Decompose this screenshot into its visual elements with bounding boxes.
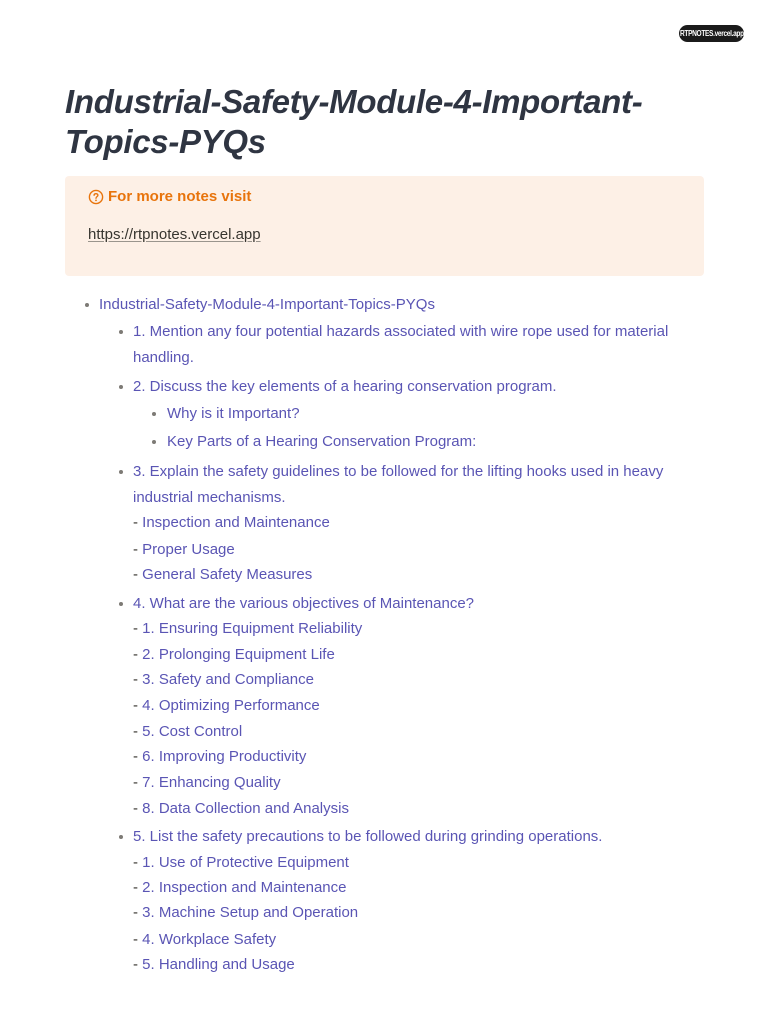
list-item — [133, 565, 312, 585]
toc-item-q4-7[interactable]: 7. Enhancing Quality — [142, 774, 281, 791]
dash-prefix: - — [133, 620, 143, 637]
dash-prefix: - — [133, 956, 143, 973]
dash-prefix: - — [133, 541, 143, 558]
toc-item-q4-6[interactable]: 6. Improving Productivity — [142, 748, 307, 765]
toc-item-q2-parts[interactable]: Key Parts of a Hearing Conservation Program: — [167, 433, 477, 450]
list-item — [133, 903, 358, 923]
dash-prefix: - — [133, 800, 143, 817]
list-item — [133, 619, 362, 639]
dash-prefix: - — [133, 854, 143, 871]
toc-item-q4-8[interactable]: 8. Data Collection and Analysis — [142, 800, 349, 817]
toc-item-q4[interactable]: 4. What are the various objectives of Maintenance? — [133, 595, 475, 612]
page-title: Industrial-Safety-Module-4-Important-Topics-PYQs — [65, 83, 643, 160]
toc-item-q5[interactable]: 5. List the safety precautions to be followed during grinding operations. — [133, 828, 603, 845]
toc-item-q3-2[interactable]: Proper Usage — [142, 541, 235, 558]
list-item — [133, 773, 281, 793]
dash-prefix: - — [133, 697, 143, 714]
list-item — [133, 955, 295, 975]
list-bullet — [119, 602, 123, 606]
toc-item-q5-5[interactable]: 5. Handling and Usage — [142, 956, 295, 973]
list-bullet — [152, 440, 156, 444]
toc-item-q2-why[interactable]: Why is it Important? — [167, 405, 300, 422]
notes-link[interactable]: https://rtpnotes.vercel.app — [88, 226, 261, 243]
toc-item-q1[interactable]: 1. Mention any four potential hazards associated with wire rope used for material — [133, 323, 669, 340]
toc-item-q3-cont[interactable]: industrial mechanisms. — [133, 489, 286, 506]
dash-prefix: - — [133, 723, 143, 740]
list-item — [133, 930, 276, 950]
dash-prefix: - — [133, 646, 143, 663]
toc-item-q4-2[interactable]: 2. Prolonging Equipment Life — [142, 646, 335, 663]
dash-prefix: - — [133, 566, 143, 583]
dash-prefix: - — [133, 879, 143, 896]
site-badge[interactable] — [679, 25, 744, 42]
callout-box — [65, 176, 704, 276]
toc-item-q5-1[interactable]: 1. Use of Protective Equipment — [142, 854, 349, 871]
toc-item-q4-3[interactable]: 3. Safety and Compliance — [142, 671, 314, 688]
list-bullet — [119, 470, 123, 474]
list-item — [133, 696, 320, 716]
dash-prefix: - — [133, 904, 143, 921]
toc-item-q4-1[interactable]: 1. Ensuring Equipment Reliability — [142, 620, 363, 637]
list-bullet — [119, 330, 123, 334]
toc-item-q4-5[interactable]: 5. Cost Control — [142, 723, 243, 740]
toc-item-q5-2[interactable]: 2. Inspection and Maintenance — [142, 879, 347, 896]
question-circle-icon — [88, 189, 104, 205]
list-item — [133, 670, 314, 690]
toc-item-q3-1[interactable]: Inspection and Maintenance — [142, 514, 330, 531]
list-item — [133, 799, 349, 819]
callout-heading — [88, 188, 251, 205]
list-bullet — [119, 835, 123, 839]
dash-prefix: - — [133, 748, 143, 765]
toc-item-q4-4[interactable]: 4. Optimizing Performance — [142, 697, 320, 714]
dash-prefix: - — [133, 514, 143, 531]
list-item — [133, 722, 242, 742]
list-bullet — [152, 412, 156, 416]
toc-item-q1-cont[interactable]: handling. — [133, 349, 194, 366]
site-badge-text: RTPNOTES.vercel.app — [679, 29, 744, 38]
toc-item-q5-4[interactable]: 4. Workplace Safety — [142, 931, 277, 948]
callout-heading-text: For more notes visit — [108, 188, 252, 205]
list-bullet — [119, 385, 123, 389]
list-item — [133, 878, 346, 898]
toc-item-q2[interactable]: 2. Discuss the key elements of a hearing conservation program. — [133, 378, 557, 395]
toc-item-q5-3[interactable]: 3. Machine Setup and Operation — [142, 904, 359, 921]
toc-item-q3[interactable]: 3. Explain the safety guidelines to be followed for the lifting hooks used in heavy — [133, 463, 664, 480]
toc-item-q3-3[interactable]: General Safety Measures — [142, 566, 313, 583]
dash-prefix: - — [133, 774, 143, 791]
list-item — [133, 645, 335, 665]
list-item — [133, 513, 330, 533]
list-bullet — [85, 303, 89, 307]
list-item — [133, 747, 306, 767]
toc-item-root[interactable]: Industrial-Safety-Module-4-Important-Topics-PYQs — [99, 296, 435, 313]
list-item — [133, 853, 349, 873]
dash-prefix: - — [133, 671, 143, 688]
dash-prefix: - — [133, 931, 143, 948]
list-item — [133, 540, 235, 560]
